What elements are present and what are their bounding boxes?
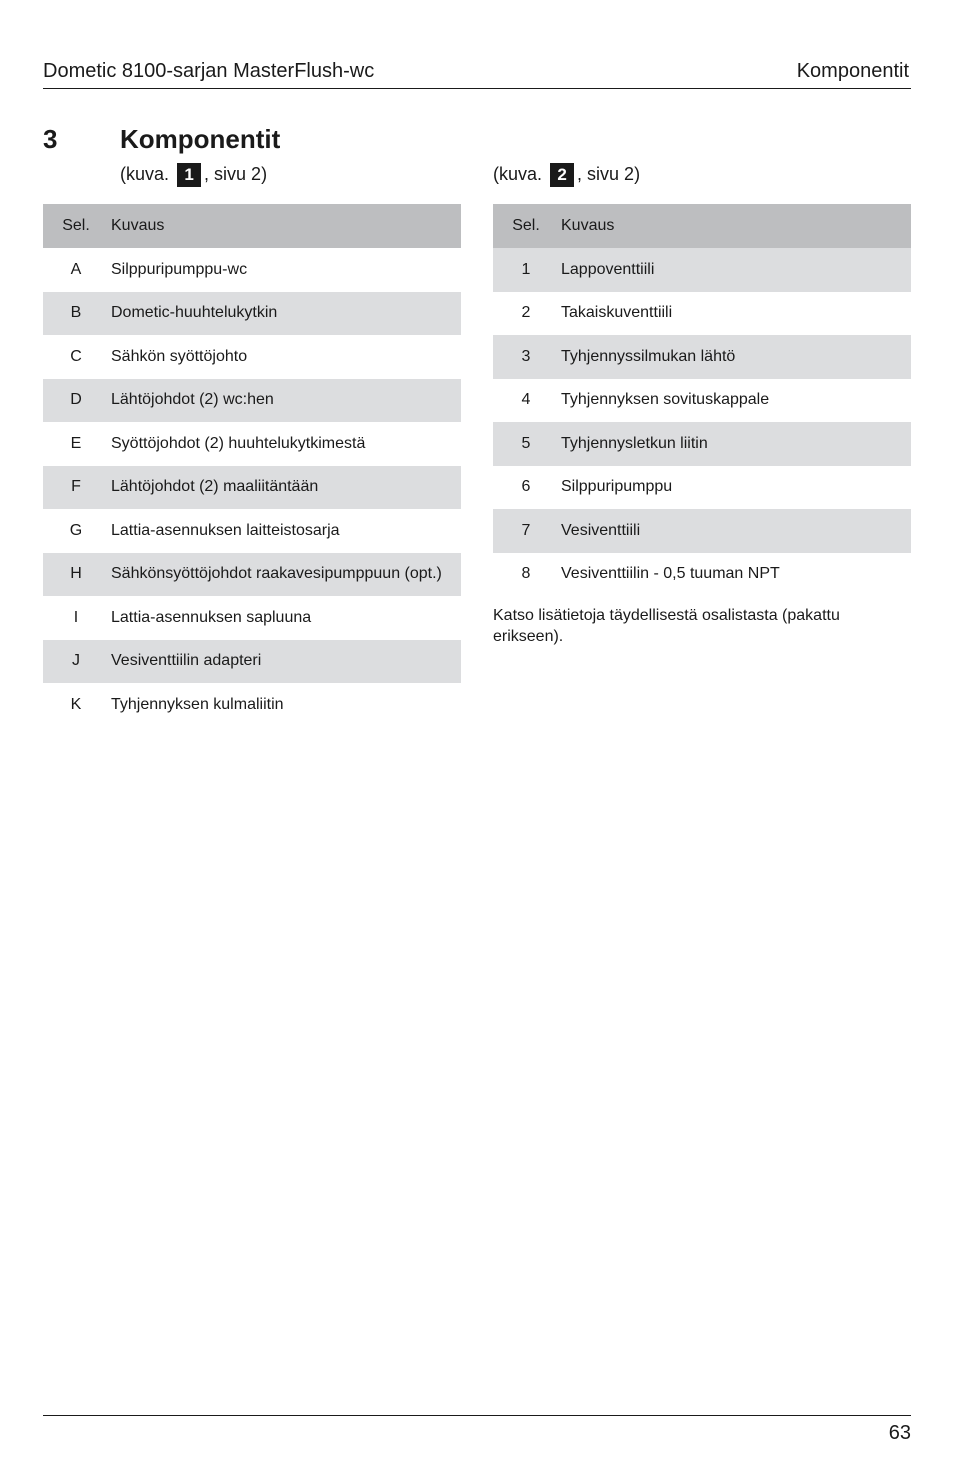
row-desc: Lähtöjohdot (2) maaliitäntään xyxy=(109,466,461,510)
row-sel: J xyxy=(43,640,109,684)
ref-suffix: , sivu 2) xyxy=(577,164,641,184)
table-row xyxy=(493,292,911,336)
table-row xyxy=(493,509,911,553)
row-desc: Vesiventtiilin adapteri xyxy=(109,640,461,684)
row-sel: 1 xyxy=(493,248,559,292)
row-desc: Lattia-asennuksen laitteistosarja xyxy=(111,521,340,539)
row-sel: A xyxy=(70,260,82,278)
section-number: 3 xyxy=(43,124,58,154)
row-sel: E xyxy=(70,434,82,452)
table-row xyxy=(43,466,461,510)
row-desc: Tyhjennyssilmukan lähtö xyxy=(559,335,911,379)
column-header-sel: Sel. xyxy=(43,204,109,248)
document-title: Dometic 8100-sarjan MasterFlush-wc xyxy=(43,60,375,82)
table-header-row xyxy=(43,204,461,248)
table-row xyxy=(43,248,461,292)
row-sel: B xyxy=(43,292,109,336)
row-desc: Tyhjennyksen sovituskappale xyxy=(561,391,770,409)
table-row xyxy=(43,640,461,684)
row-sel: 7 xyxy=(493,509,559,553)
page-number: 63 xyxy=(888,1422,911,1444)
parts-list-note: Katso lisätietoja täydellisestä osalistasta (pakattu erikseen). xyxy=(493,607,840,645)
figure-reference-right xyxy=(493,162,640,186)
table-row xyxy=(493,248,911,292)
table-row xyxy=(493,335,911,379)
table-row xyxy=(43,553,461,597)
row-sel: K xyxy=(70,695,82,713)
row-desc: Takaiskuventtiili xyxy=(561,304,673,322)
components-table-left xyxy=(43,204,461,727)
table-row xyxy=(43,422,461,466)
row-desc: Dometic-huuhtelukytkin xyxy=(109,292,461,336)
row-desc: Lappoventtiili xyxy=(559,248,911,292)
table-row xyxy=(43,509,461,553)
row-desc: Silppuripumppu-wc xyxy=(111,260,248,278)
ref-prefix: (kuva. xyxy=(493,164,543,184)
row-sel: C xyxy=(70,347,82,365)
row-desc: Syöttöjohdot (2) huuhtelukytkimestä xyxy=(111,434,366,452)
table-row xyxy=(493,466,911,510)
header-section-name: Komponentit xyxy=(796,60,909,82)
row-sel: 4 xyxy=(521,391,531,409)
row-sel: 8 xyxy=(521,565,531,583)
row-sel: 2 xyxy=(521,304,531,322)
row-sel: G xyxy=(69,521,83,539)
table-row xyxy=(43,596,461,640)
section-title: Komponentit xyxy=(120,124,281,154)
row-sel: H xyxy=(43,553,109,597)
ref-suffix: , sivu 2) xyxy=(204,164,268,184)
column-header-sel: Sel. xyxy=(493,204,559,248)
figure-reference-left xyxy=(120,162,267,186)
table-row xyxy=(493,379,911,423)
column-header-desc: Kuvaus xyxy=(559,204,911,248)
figure-number-badge: 2 xyxy=(550,163,574,187)
row-sel: 3 xyxy=(493,335,559,379)
row-sel: I xyxy=(73,608,79,626)
row-desc: Sähkönsyöttöjohdot raakavesipumppuun (opt.) xyxy=(109,553,461,597)
table-row xyxy=(43,335,461,379)
table-row xyxy=(493,422,911,466)
table-row xyxy=(43,683,461,727)
page-footer xyxy=(43,1415,911,1444)
page-header xyxy=(43,58,911,89)
table-header-row xyxy=(493,204,911,248)
row-desc: Tyhjennysletkun liitin xyxy=(559,422,911,466)
row-sel: F xyxy=(43,466,109,510)
column-header-desc: Kuvaus xyxy=(109,204,461,248)
row-desc: Sähkön syöttöjohto xyxy=(111,347,248,365)
row-desc: Lattia-asennuksen sapluuna xyxy=(111,608,312,626)
row-sel: 6 xyxy=(521,478,531,496)
row-desc: Vesiventtiilin - 0,5 tuuman NPT xyxy=(561,565,780,583)
row-sel: D xyxy=(43,379,109,423)
row-desc: Vesiventtiili xyxy=(559,509,911,553)
table-row xyxy=(493,553,911,597)
ref-prefix: (kuva. xyxy=(120,164,170,184)
components-table-right xyxy=(493,204,911,596)
row-desc: Lähtöjohdot (2) wc:hen xyxy=(109,379,461,423)
table-row xyxy=(43,379,461,423)
row-desc: Tyhjennyksen kulmaliitin xyxy=(111,695,284,713)
table-row xyxy=(43,292,461,336)
row-sel: 5 xyxy=(493,422,559,466)
row-desc: Silppuripumppu xyxy=(561,478,673,496)
figure-number-badge: 1 xyxy=(177,163,201,187)
